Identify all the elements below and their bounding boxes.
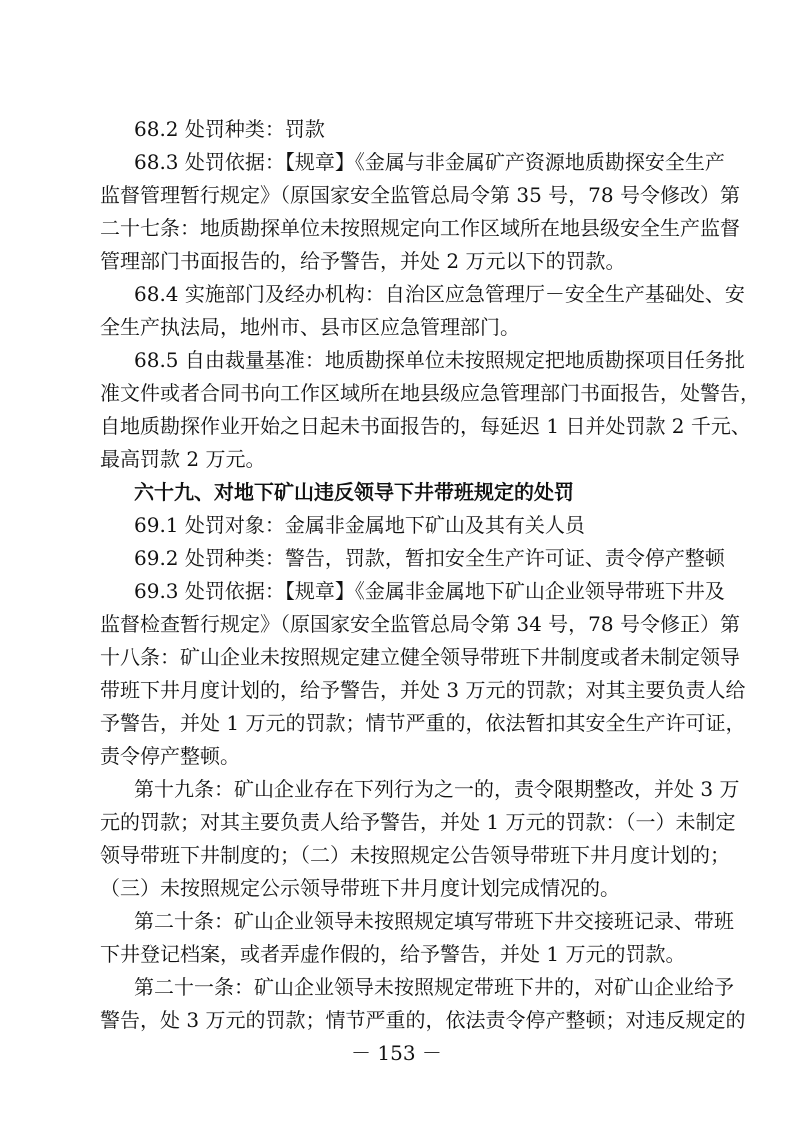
text-line bbox=[0, 1002, 793, 1038]
line-text: 68.4 实施部门及经办机构：自治区应急管理厅－安全生产基础处、安 bbox=[134, 282, 745, 306]
text-line bbox=[0, 309, 793, 345]
line-text: 二十七条：地质勘探单位未按照规定向工作区域所在地县级安全生产监督 bbox=[100, 216, 740, 240]
line-text: 元的罚款；对其主要负责人给予警告，并处 1 万元的罚款：（一）未制定 bbox=[100, 810, 736, 834]
line-text: 69.2 处罚种类：警告，罚款，暂扣安全生产许可证、责令停产整顿 bbox=[134, 546, 725, 570]
line-text: 领导带班下井制度的；（二）未按照规定公告领导带班下井月度计划的； bbox=[100, 843, 730, 867]
text-line bbox=[0, 507, 793, 543]
text-line bbox=[0, 738, 793, 774]
line-text: 下井登记档案，或者弄虚作假的，给予警告，并处 1 万元的罚款。 bbox=[100, 942, 686, 966]
line-text: 68.2 处罚种类：罚款 bbox=[134, 117, 325, 141]
line-text: （三）未按照规定公示领导带班下井月度计划完成情况的。 bbox=[100, 876, 620, 900]
text-line bbox=[0, 705, 793, 741]
line-text: 责令停产整顿。 bbox=[100, 744, 240, 768]
text-line bbox=[0, 342, 793, 378]
text-line bbox=[0, 441, 793, 477]
text-line bbox=[0, 936, 793, 972]
line-text: 警告，处 3 万元的罚款；情节严重的，依法责令停产整顿；对违反规定的 bbox=[100, 1008, 746, 1032]
text-line bbox=[0, 111, 793, 147]
text-line bbox=[0, 606, 793, 642]
text-line bbox=[0, 276, 793, 312]
text-line bbox=[0, 771, 793, 807]
line-text: 自地质勘探作业开始之日起未书面报告的，每延迟 1 日并处罚款 2 千元、 bbox=[100, 414, 751, 438]
line-text: 监督检查暂行规定》（原国家安全监管总局令第 34 号，78 号令修正）第 bbox=[100, 612, 740, 636]
line-text: 管理部门书面报告的，给予警告，并处 2 万元以下的罚款。 bbox=[100, 249, 626, 273]
text-line bbox=[0, 144, 793, 180]
line-text: 69.3 处罚依据：【规章】《金属非金属地下矿山企业领导带班下井及 bbox=[134, 579, 725, 603]
page-number: － 153 － bbox=[351, 1041, 442, 1065]
line-text: 监督管理暂行规定》（原国家安全监管总局令第 35 号，78 号令修改）第 bbox=[100, 183, 740, 207]
line-text: 第十九条：矿山企业存在下列行为之一的，责令限期整改，并处 3 万 bbox=[134, 777, 740, 801]
text-line bbox=[0, 639, 793, 675]
line-text: 第二十条：矿山企业领导未按照规定填写带班下井交接班记录、带班 bbox=[134, 909, 734, 933]
text-line bbox=[0, 375, 793, 411]
text-line bbox=[0, 210, 793, 246]
text-line bbox=[0, 243, 793, 279]
section-heading bbox=[0, 474, 793, 510]
line-text: 全生产执法局，地州市、县市区应急管理部门。 bbox=[100, 315, 520, 339]
line-text: 69.1 处罚对象：金属非金属地下矿山及其有关人员 bbox=[134, 513, 585, 537]
line-text: 予警告，并处 1 万元的罚款；情节严重的，依法暂扣其安全生产许可证， bbox=[100, 711, 746, 735]
section-heading-text: 六十九、对地下矿山违反领导下井带班规定的处罚 bbox=[134, 480, 574, 504]
line-text: 带班下井月度计划的，给予警告，并处 3 万元的罚款；对其主要负责人给 bbox=[100, 678, 746, 702]
text-line bbox=[0, 177, 793, 213]
text-line bbox=[0, 804, 793, 840]
line-text: 准文件或者合同书向工作区域所在地县级应急管理部门书面报告，处警告， bbox=[100, 381, 760, 405]
line-text: 第二十一条：矿山企业领导未按照规定带班下井的，对矿山企业给予 bbox=[134, 975, 734, 999]
line-text: 最高罚款 2 万元。 bbox=[100, 447, 266, 471]
text-line bbox=[0, 837, 793, 873]
line-text: 68.3 处罚依据：【规章】《金属与非金属矿产资源地质勘探安全生产 bbox=[134, 150, 725, 174]
text-line bbox=[0, 969, 793, 1005]
text-line bbox=[0, 672, 793, 708]
text-line bbox=[0, 870, 793, 906]
line-text: 十八条：矿山企业未按照规定建立健全领导带班下井制度或者未制定领导 bbox=[100, 645, 740, 669]
text-line bbox=[0, 573, 793, 609]
text-line bbox=[0, 408, 793, 444]
text-line bbox=[0, 903, 793, 939]
line-text: 68.5 自由裁量基准：地质勘探单位未按照规定把地质勘探项目任务批 bbox=[134, 348, 745, 372]
text-line bbox=[0, 540, 793, 576]
